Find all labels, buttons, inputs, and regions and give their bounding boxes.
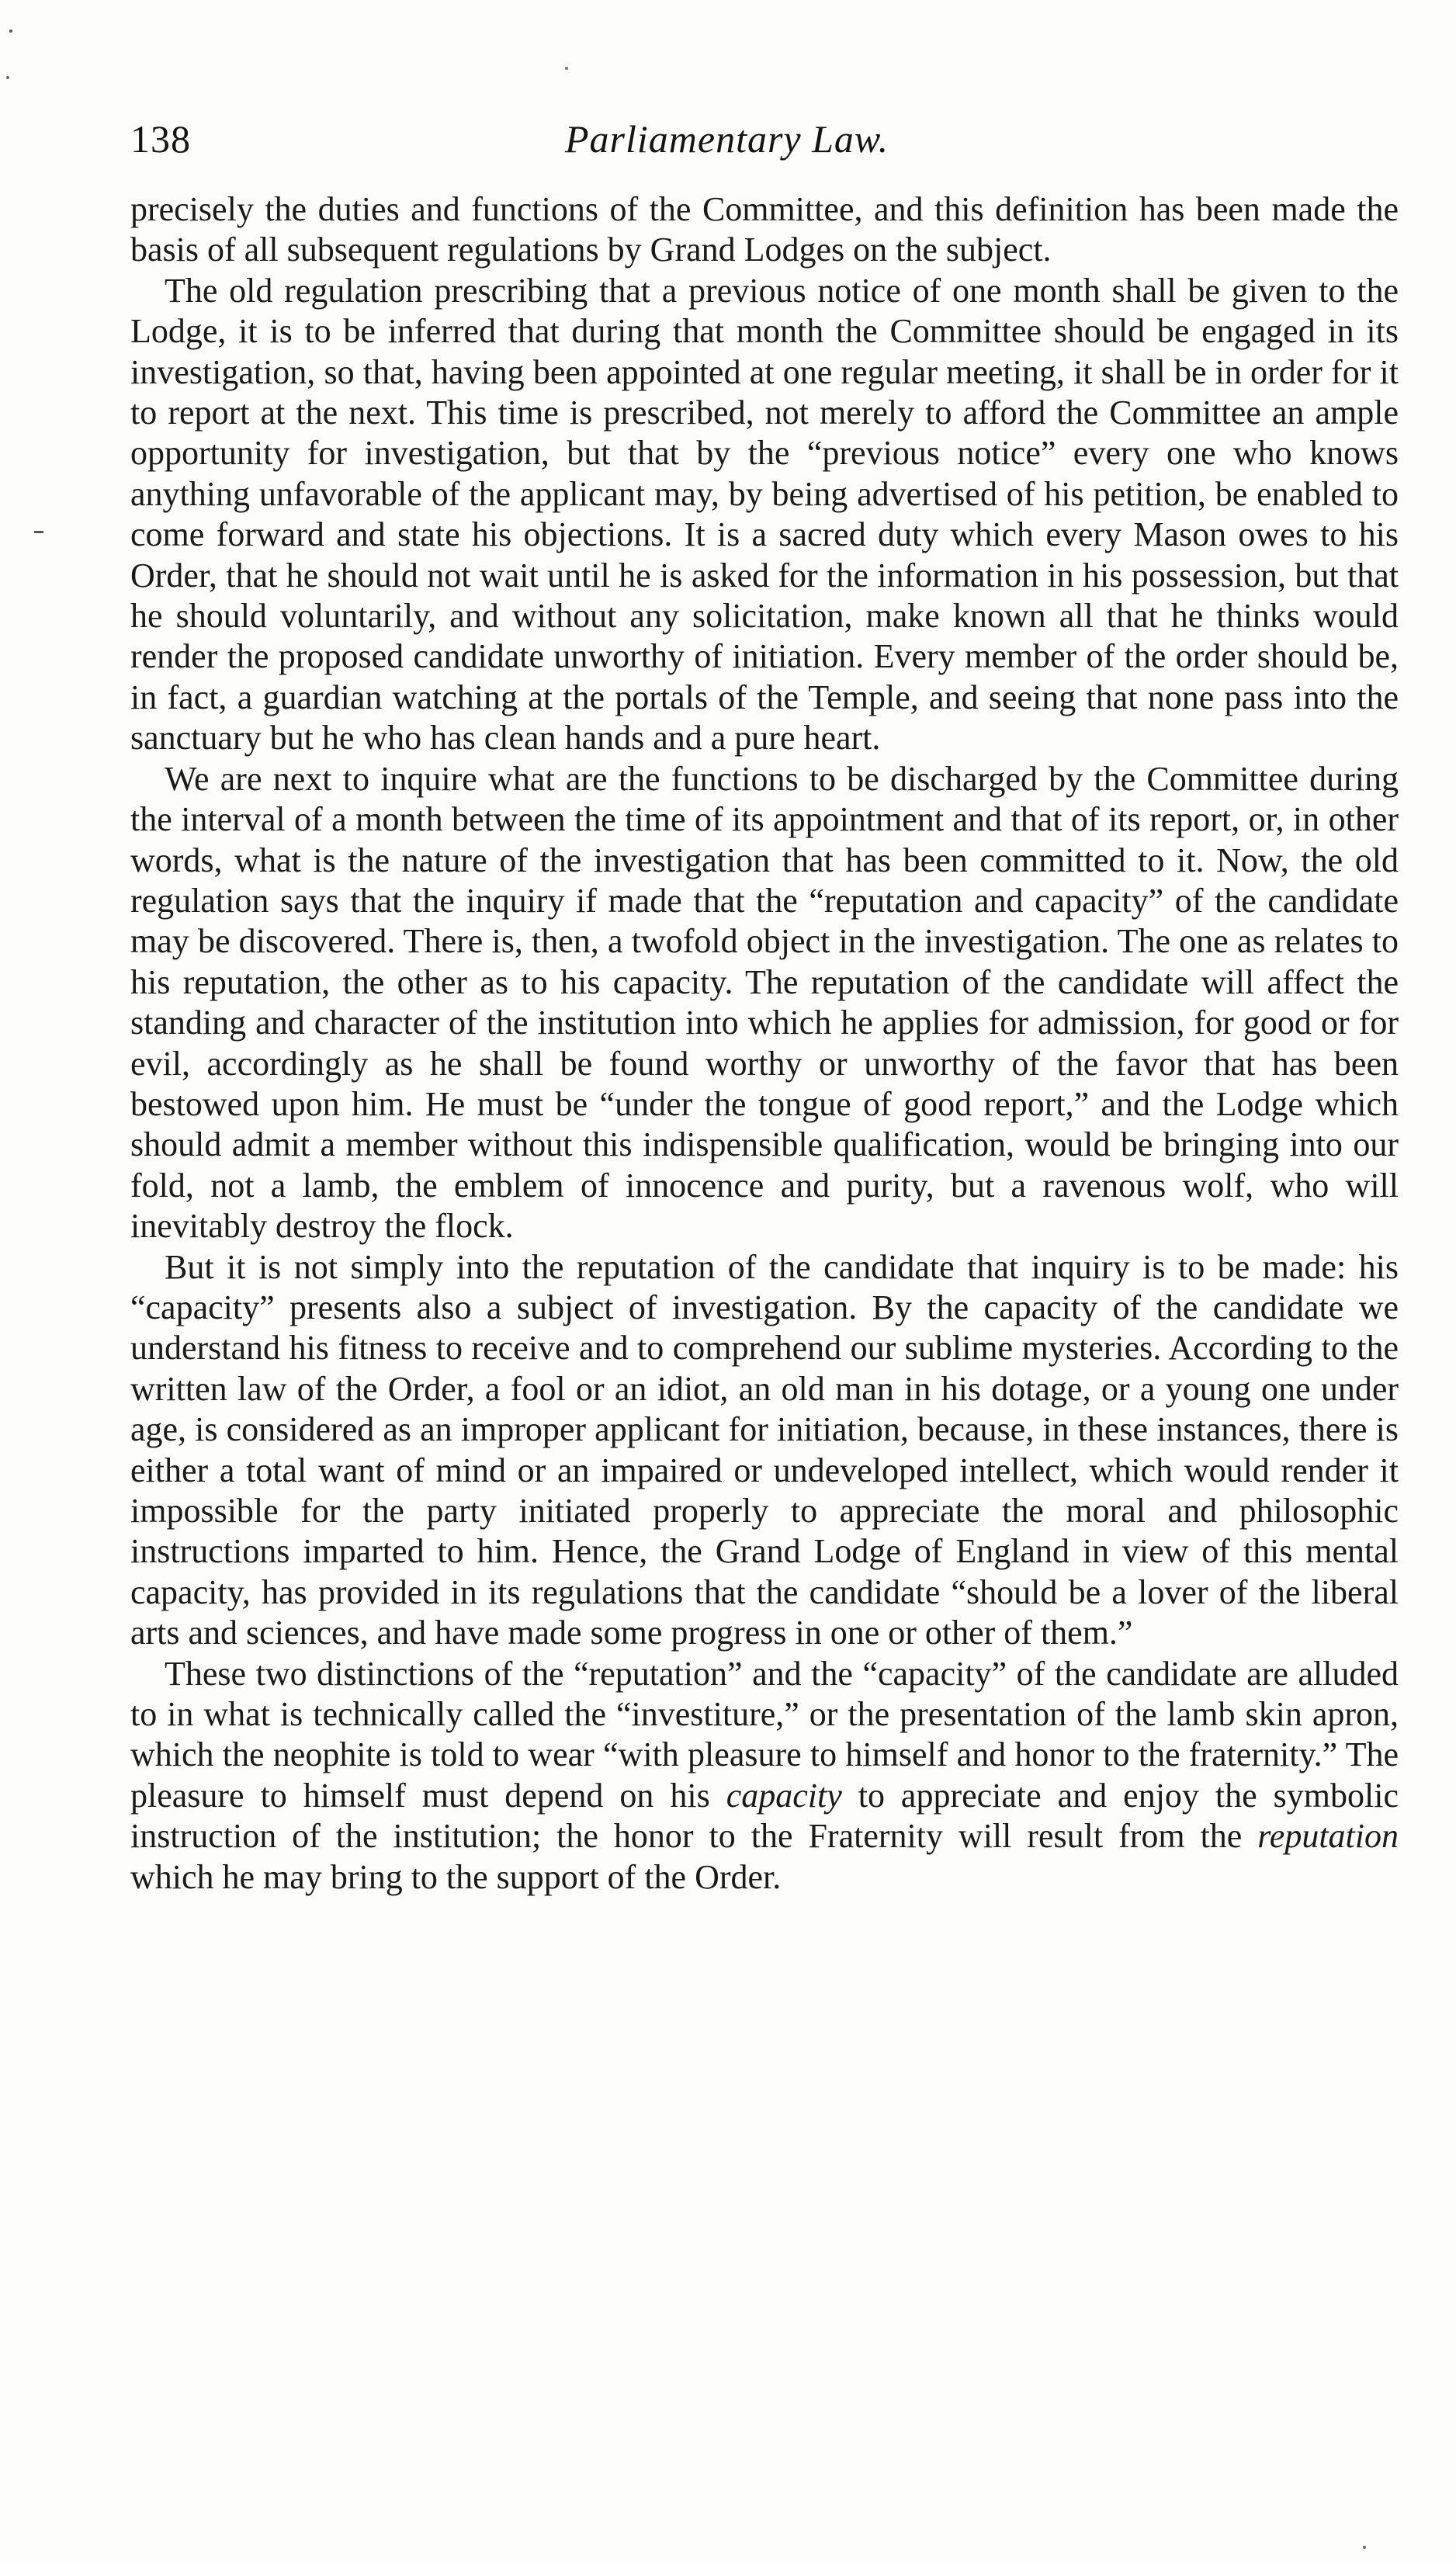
paragraph-text: to appreciate and enjoy the symbolic instruction of the institution; the honor to the Fraternity will result from the xyxy=(130,1776,1399,1856)
paragraph xyxy=(130,1654,1399,1898)
page-header xyxy=(130,116,1395,171)
paragraph: The old regulation prescribing that a previous notice of one month shall be given to the Lodge, it is to be inferred that during that month the Committee should be engaged in its investigation, so that, having been appointed at one regular meeting, it shall be in order for it to report at the next. This time is prescribed, not merely to afford the Committee an ample opportunity for investigation, but that by the “previous notice” every one who knows anything unfavorable of the applicant may, by being advertised of his petition, be enabled to come forward and state his objections. It is a sacred duty which every Mason owes to his Order, that he should not wait until he is asked for the information in his possession, but that he should voluntarily, and without any solicitation, make known all that he thinks would render the proposed candidate unworthy of initiation. Every member of the order should be, in fact, a guardian watching at the portals of the Temple, and seeing that none pass into the sanctuary but he who has clean hands and a pure heart. xyxy=(130,271,1399,758)
body-text xyxy=(130,189,1399,1898)
paragraph-text: which he may bring to the support of the Order. xyxy=(130,1857,782,1896)
page-number: 138 xyxy=(130,117,191,161)
scan-speck xyxy=(6,76,9,79)
paragraph: precisely the duties and functions of the Committee, and this definition has been made the basis of all subsequent regulations by Grand Lodges on the subject. xyxy=(130,190,1399,269)
paragraph: We are next to inquire what are the functions to be discharged by the Committee during the interval of a month between the time of its appointment and that of its report, or, in other words, what is the nature of the investigation that has been committed to it. Now, the old regulation says that the inquiry if made that the “reputation and capacity” of the candidate may be discovered. There is, then, a twofold object in the investigation. The one as relates to his reputation, the other as to his capacity. The reputation of the candidate will affect the standing and character of the institution into which he applies for admission, for good or for evil, accordingly as he shall be found worthy or unworthy of the favor that has been bestowed upon him. He must be “under the tongue of good report,” and the Lodge which should admit a member without this indispensible qualification, would be bringing into our fold, not a lamb, the emblem of innocence and purity, but a ravenous wolf, who will inevitably destroy the flock. xyxy=(130,759,1399,1246)
emphasis-reputation: reputation xyxy=(1257,1817,1399,1856)
scan-speck xyxy=(565,67,568,70)
running-title: Parliamentary Law. xyxy=(565,117,889,161)
paragraph: But it is not simply into the reputation of the candidate that inquiry is to be made: his “capacity” presents also a subject of investigation. By the capacity of the candidate we understand his fitness to receive and to comprehend our sublime mysteries. According to the written law of the Order, a fool or an idiot, an old man in his dotage, or a young one under age, is considered as an improper applicant for initiation, because, in these instances, there is either a total want of mind or an impaired or undeveloped intellect, which would render it impossible for the party initiated properly to appreciate the moral and philosophic instructions imparted to him. Hence, the Grand Lodge of England in view of this mental capacity, has provided in its regulations that the candidate “should be a lover of the liberal arts and sciences, and have made some progress in one or other of them.” xyxy=(130,1247,1399,1652)
scan-speck xyxy=(34,531,43,533)
scan-speck xyxy=(9,29,12,33)
paragraph-text: These two distinctions of the “reputation” and the “capacity” of the candidate are alluded to in what is technically called the “investiture,” or the presentation of the lamb skin apron, which the neophite is told to wear “with pleasure to himself and honor to the fraternity.” The pleasure to himself must depend on his xyxy=(130,1654,1399,1815)
emphasis-capacity: capacity xyxy=(726,1776,842,1815)
scan-speck xyxy=(1363,2546,1366,2549)
